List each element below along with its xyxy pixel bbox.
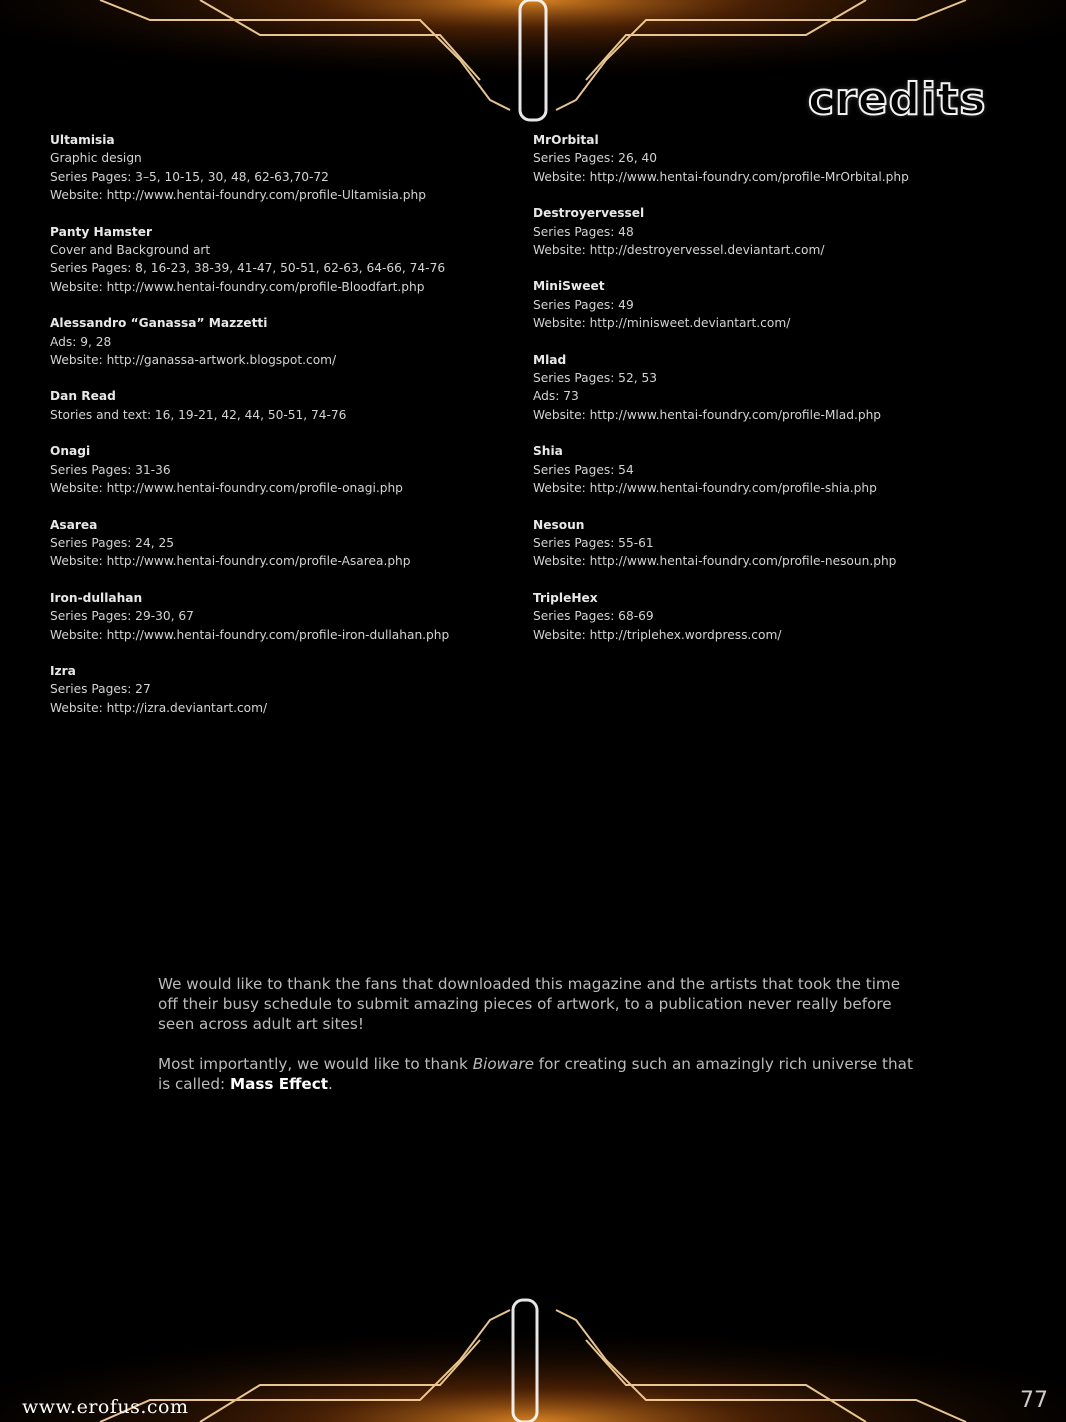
credit-detail: Website: http://www.hentai-foundry.com/profile-nesoun.php <box>533 554 897 569</box>
credit-entry <box>50 516 520 571</box>
credit-detail: Website: http://www.hentai-foundry.com/profile-Mlad.php <box>533 407 882 422</box>
credit-detail: Series Pages: 3–5, 10-15, 30, 48, 62-63,70-72 <box>50 169 329 184</box>
credit-name: MrOrbital <box>533 133 599 147</box>
credit-detail: Series Pages: 24, 25 <box>50 535 174 550</box>
credit-detail: Website: http://www.hentai-foundry.com/profile-Bloodfart.php <box>50 279 425 294</box>
thanks-paragraph-2: Most importantly, we would like to thank Bioware for creating such an amazingly rich universe that is called: Mass Effect. <box>158 1055 913 1093</box>
credit-detail: Website: http://www.hentai-foundry.com/profile-Ultamisia.php <box>50 188 426 203</box>
credit-detail: Series Pages: 49 <box>533 297 634 312</box>
credit-detail: Series Pages: 27 <box>50 682 151 697</box>
credit-detail: Website: http://izra.deviantart.com/ <box>50 700 268 715</box>
credit-detail: Ads: 9, 28 <box>50 334 112 349</box>
credit-entry <box>533 442 1003 497</box>
credit-name: Asarea <box>50 517 98 532</box>
credit-name: Destroyervessel <box>533 206 645 221</box>
credit-name: MiniSweet <box>533 279 605 294</box>
company-name: Bioware <box>472 1055 534 1073</box>
credit-entry <box>533 589 1003 644</box>
thanks-paragraph-1: We would like to thank the fans that downloaded this magazine and the artists that took the time off their busy schedule to submit amazing pieces of artwork, to a publication never really before seen across adult art sites! <box>158 975 901 1033</box>
credit-name: Ultamisia <box>50 133 115 147</box>
game-title: Mass Effect <box>230 1075 328 1093</box>
credit-detail: Series Pages: 54 <box>533 462 634 477</box>
watermark: www.erofus.com <box>22 1396 189 1418</box>
credit-name: Dan Read <box>50 389 116 404</box>
credit-detail: Website: http://www.hentai-foundry.com/profile-onagi.php <box>50 481 403 496</box>
credit-detail: Website: http://www.hentai-foundry.com/profile-MrOrbital.php <box>533 169 909 184</box>
credit-entry <box>50 442 520 497</box>
credit-name: Mlad <box>533 352 567 367</box>
credits-right-column <box>533 131 1003 662</box>
credit-detail: Series Pages: 26, 40 <box>533 151 657 166</box>
page-number: 77 <box>1020 1388 1048 1413</box>
credit-detail: Website: http://www.hentai-foundry.com/profile-Asarea.php <box>50 554 411 569</box>
credit-detail: Stories and text: 16, 19-21, 42, 44, 50-51, 74-76 <box>50 407 347 422</box>
credit-detail: Website: http://ganassa-artwork.blogspot.com/ <box>50 353 337 368</box>
credit-detail: Series Pages: 8, 16-23, 38-39, 41-47, 50-51, 62-63, 64-66, 74-76 <box>50 261 446 276</box>
credit-entry <box>50 223 520 297</box>
credit-detail: Website: http://www.hentai-foundry.com/profile-iron-dullahan.php <box>50 627 450 642</box>
credit-detail: Series Pages: 55-61 <box>533 535 654 550</box>
credit-name: TripleHex <box>533 590 598 605</box>
credit-entry <box>533 351 1003 425</box>
credit-detail: Ads: 73 <box>533 389 579 404</box>
credit-entry <box>50 662 520 717</box>
page-title: credits <box>808 74 987 125</box>
credit-detail: Series Pages: 52, 53 <box>533 371 657 386</box>
credit-detail: Graphic design <box>50 151 142 166</box>
credit-entry <box>50 131 520 205</box>
credit-name: Panty Hamster <box>50 224 152 239</box>
credits-left-column <box>50 131 520 735</box>
credit-detail: Website: http://destroyervessel.deviantart.com/ <box>533 243 825 258</box>
credit-entry <box>533 277 1003 332</box>
credit-entry <box>50 589 520 644</box>
credit-detail: Website: http://www.hentai-foundry.com/profile-shia.php <box>533 481 877 496</box>
credit-entry <box>533 131 1003 186</box>
credit-name: Onagi <box>50 444 91 459</box>
credit-detail: Series Pages: 68-69 <box>533 609 654 624</box>
credit-entry <box>533 204 1003 259</box>
credit-name: Nesoun <box>533 517 585 532</box>
credit-detail: Series Pages: 29-30, 67 <box>50 609 194 624</box>
credit-detail: Series Pages: 48 <box>533 224 634 239</box>
thanks-message <box>158 974 918 1114</box>
credit-name: Shia <box>533 444 563 459</box>
credit-detail: Website: http://triplehex.wordpress.com/ <box>533 627 782 642</box>
credit-entry <box>50 387 520 424</box>
credit-name: Iron-dullahan <box>50 590 143 605</box>
credit-name: Izra <box>50 663 76 678</box>
credit-detail: Website: http://minisweet.deviantart.com/ <box>533 316 791 331</box>
credit-detail: Cover and Background art <box>50 243 211 258</box>
credit-detail: Series Pages: 31-36 <box>50 462 171 477</box>
credit-name: Alessandro “Ganassa” Mazzetti <box>50 316 268 331</box>
credit-entry <box>533 516 1003 571</box>
credit-entry <box>50 314 520 369</box>
